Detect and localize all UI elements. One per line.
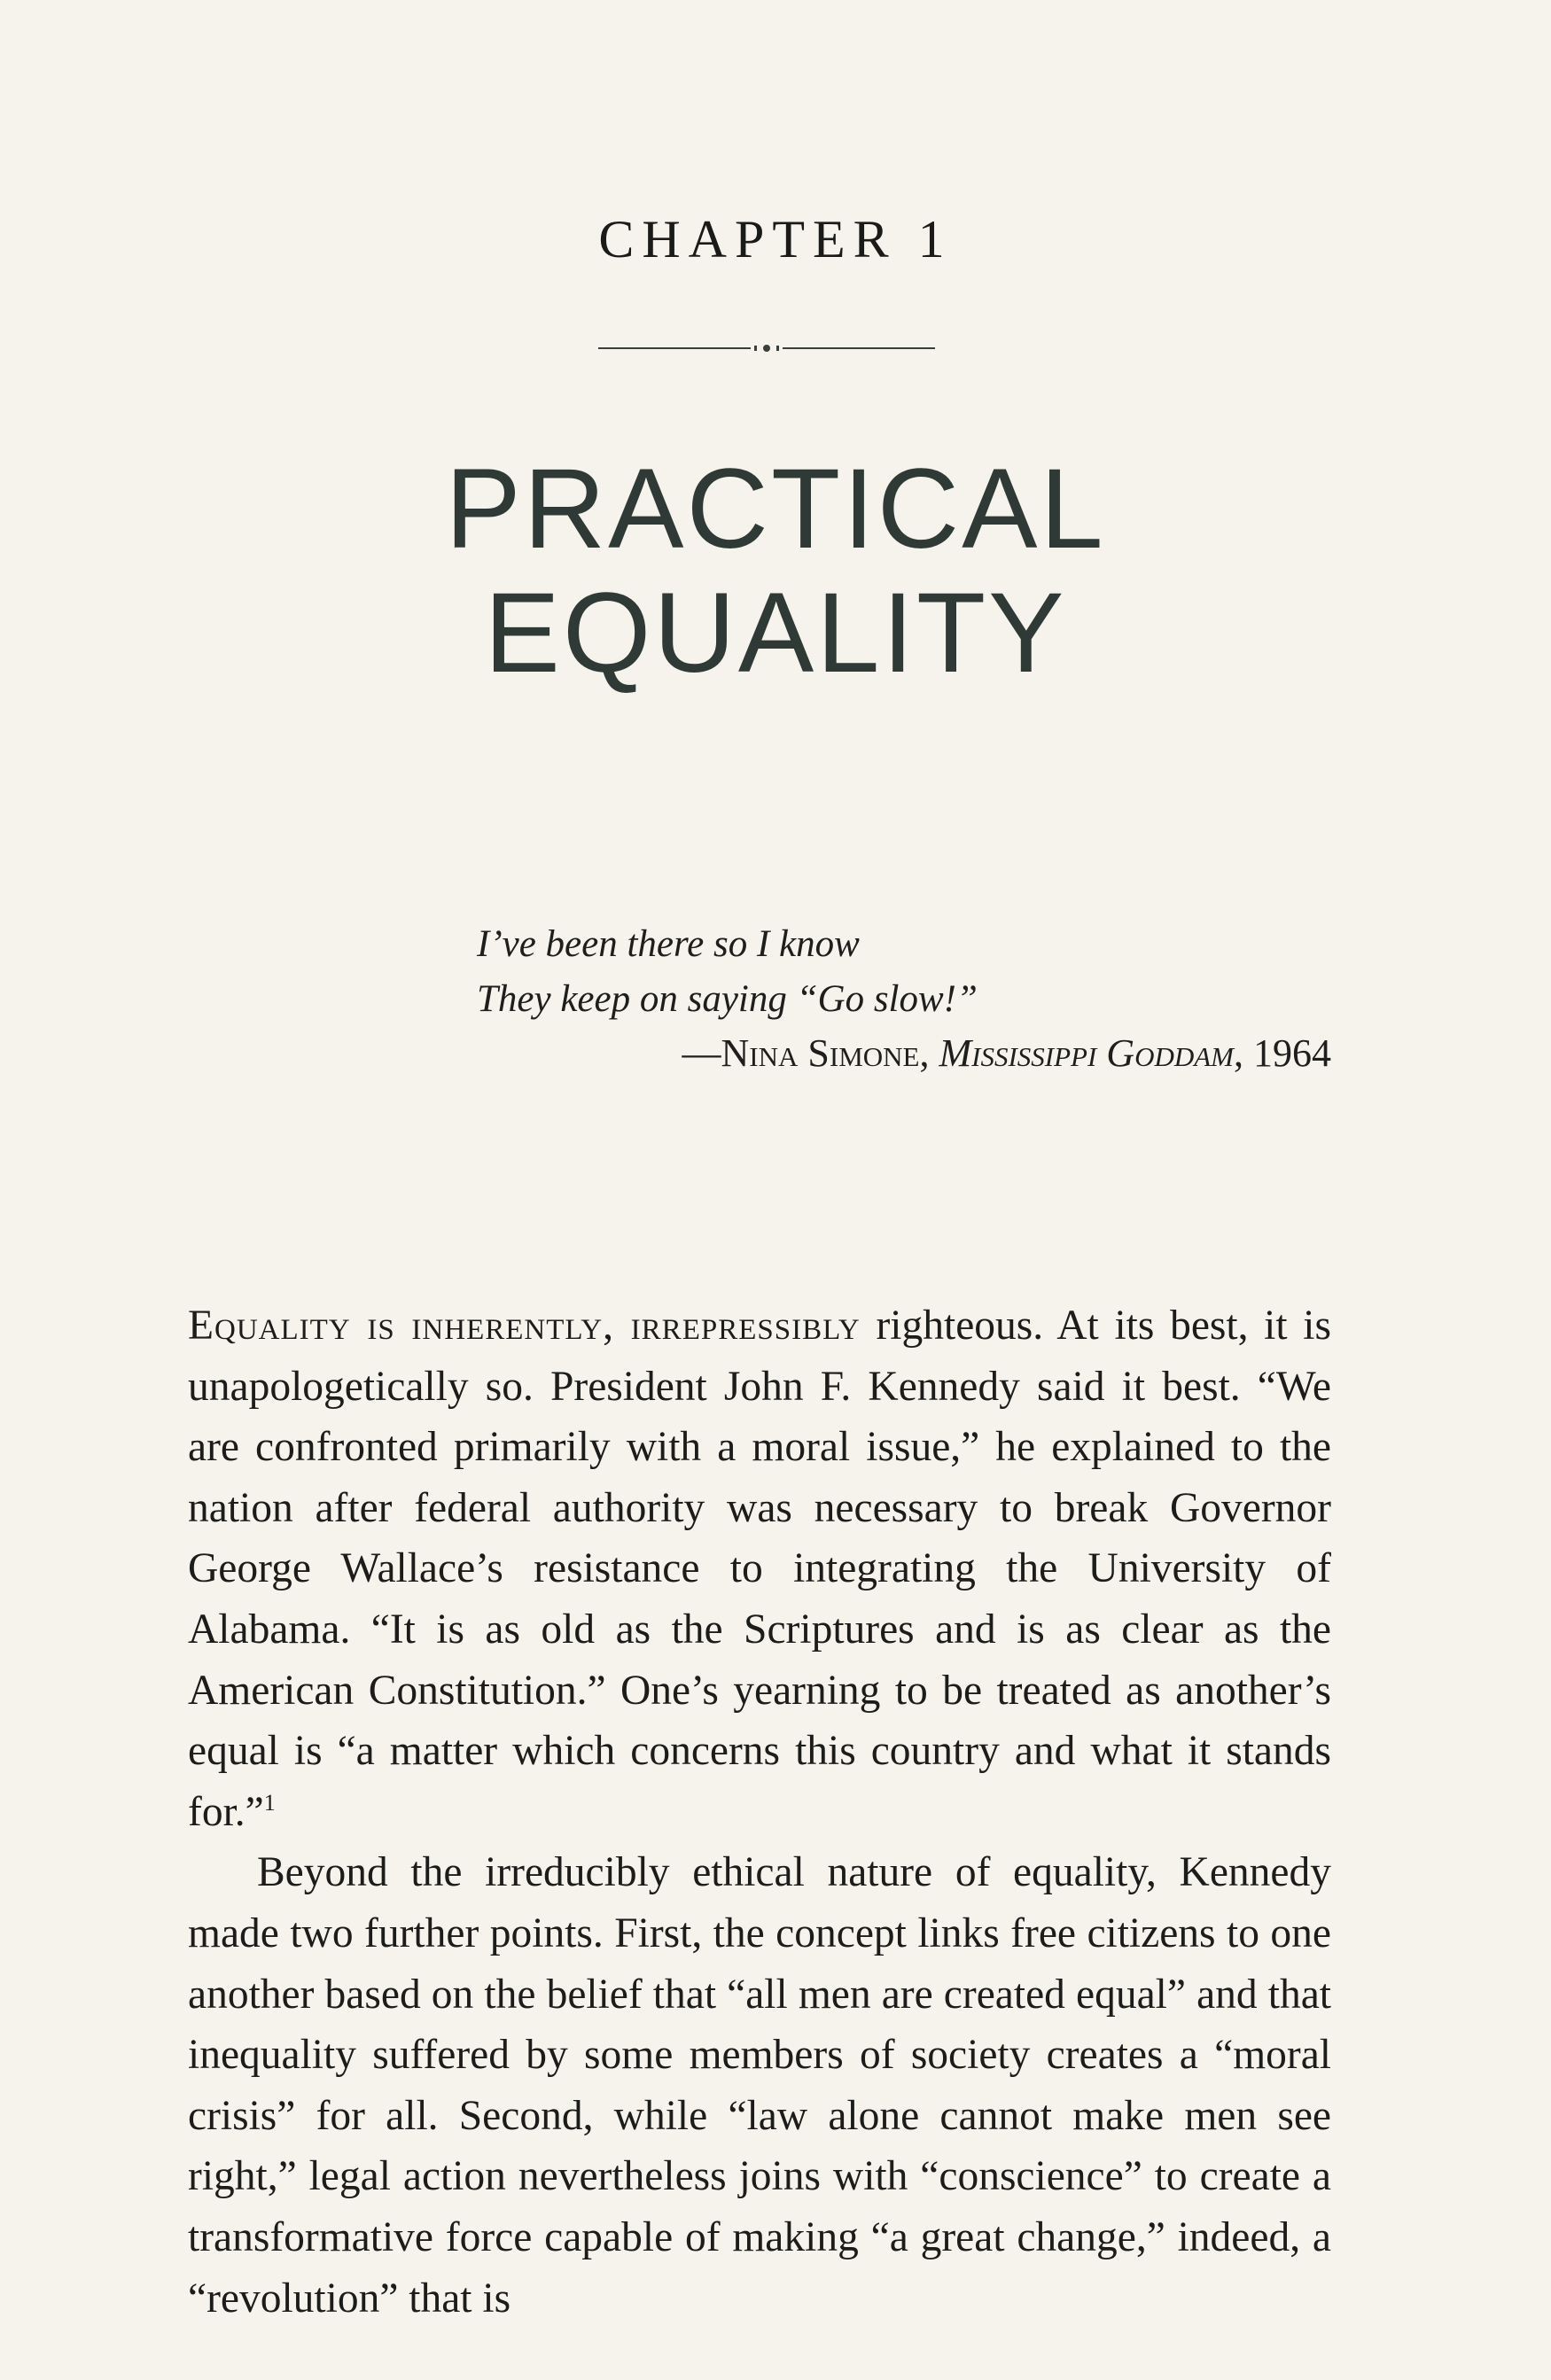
attribution-separator-1: , [919, 1031, 939, 1075]
epigraph-line-2: They keep on saying “Go slow!” [477, 978, 978, 1020]
chapter-title-line-2: EQUALITY [484, 570, 1067, 696]
epigraph-line-1: I’ve been there so I know [477, 923, 860, 965]
paragraph-2: Beyond the irreducibly ethical nature of equality, Kennedy made two further points. First, the concept links free citizens to one another based on the belief that “all men are created equal” and that inequality suffered by some members of society creates a “moral crisis” for all. Second, while “law alone cannot make men see right,” legal action nevertheless joins with “conscience” to create a transformative force capable of making “a great change,” indeed, a “revolution” that is [188, 1849, 1331, 2322]
epigraph [477, 917, 978, 1027]
paragraph-1-lead-in: Equality is inherently, irrepressibly [188, 1303, 861, 1349]
attribution-separator-2: , [1234, 1031, 1253, 1075]
body-text [188, 1295, 1331, 2329]
attribution-year: 1964 [1253, 1031, 1331, 1075]
chapter-title-line-1: PRACTICAL [445, 446, 1106, 572]
attribution-work: Mississippi Goddam [939, 1031, 1234, 1075]
epigraph-attribution [682, 1031, 1331, 1076]
chapter-ornament [598, 344, 935, 353]
paragraph-1-text: righteous. At its best, it is unapologetically so. President John F. Kennedy said it best. “We are confronted primarily with a moral issue,” he explained to the nation after federal authority was necessary to break Governor George Wallace’s resistance to integrating the University of Alabama. “It is as old as the Scriptures and is as clear as the American Constitution.” One’s yearning to be treated as another’s equal is “a matter which concerns this country and what it stands for.” [188, 1303, 1331, 1835]
paragraph-1 [188, 1295, 1331, 1842]
attribution-author: Nina Simone [721, 1031, 920, 1075]
chapter-title [0, 447, 1551, 696]
chapter-label: CHAPTER 1 [598, 210, 953, 268]
footnote-marker[interactable]: 1 [263, 1789, 276, 1816]
attribution-dash: — [682, 1031, 721, 1075]
